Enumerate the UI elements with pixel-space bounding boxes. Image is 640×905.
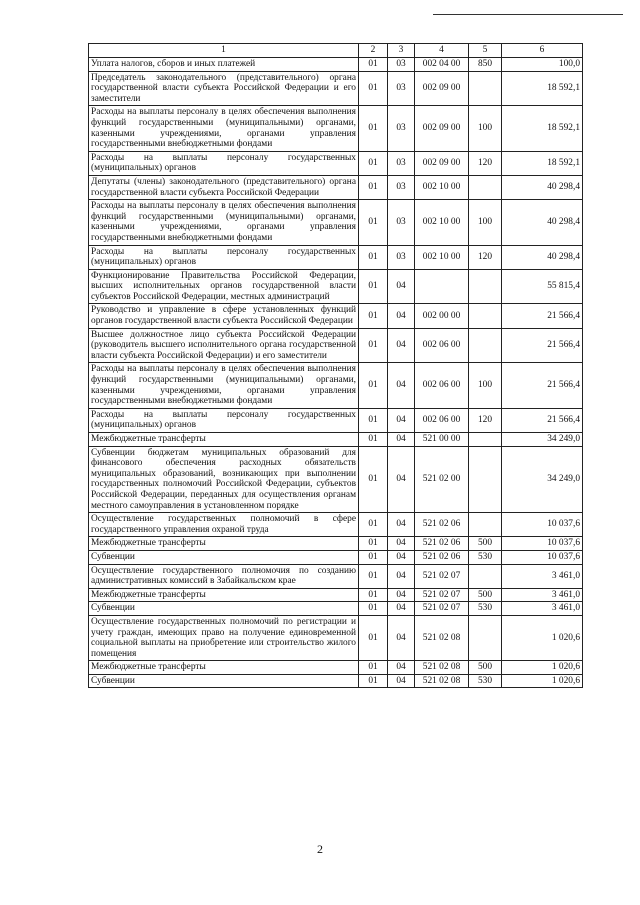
table-row <box>89 151 583 175</box>
table-row <box>89 564 583 588</box>
table-row <box>89 408 583 432</box>
cell-amount: 10 037,6 <box>502 513 583 537</box>
cell-name: Субвенции <box>89 550 359 564</box>
cell-subsection: 03 <box>388 200 415 245</box>
cell-section: 01 <box>359 71 388 106</box>
cell-target-article: 521 02 06 <box>415 537 469 551</box>
cell-amount: 1 020,6 <box>502 661 583 675</box>
cell-target-article: 521 02 08 <box>415 674 469 688</box>
cell-section: 01 <box>359 58 388 72</box>
header-cell-target-article: 4 <box>415 44 469 58</box>
table-row <box>89 661 583 675</box>
cell-expense-type <box>469 328 502 363</box>
header-cell-subsection: 3 <box>388 44 415 58</box>
cell-expense-type: 500 <box>469 588 502 602</box>
cell-section: 01 <box>359 661 388 675</box>
cell-amount: 40 298,4 <box>502 245 583 269</box>
cell-name: Функционирование Правительства Российской Федерации, высших исполнительных органов государственной власти субъектов Российской Федерации, местных администраций <box>89 269 359 304</box>
table-header-row <box>89 44 583 58</box>
cell-target-article: 521 02 07 <box>415 588 469 602</box>
cell-expense-type: 120 <box>469 408 502 432</box>
table-row <box>89 615 583 660</box>
cell-target-article: 002 06 00 <box>415 408 469 432</box>
cell-expense-type <box>469 513 502 537</box>
cell-section: 01 <box>359 269 388 304</box>
cell-amount: 40 298,4 <box>502 175 583 199</box>
cell-amount: 18 592,1 <box>502 71 583 106</box>
cell-section: 01 <box>359 304 388 328</box>
cell-name: Депутаты (члены) законодательного (представительного) органа государственной власти субъекта Российской Федерации <box>89 175 359 199</box>
table-row <box>89 200 583 245</box>
cell-section: 01 <box>359 106 388 151</box>
cell-subsection: 04 <box>388 304 415 328</box>
cell-target-article: 521 02 08 <box>415 661 469 675</box>
cell-name: Расходы на выплаты персоналу в целях обеспечения выполнения функций государственными (муниципальными) органами, казенными учреждениями, органами управления государственными внебюджетными фондами <box>89 106 359 151</box>
table-row <box>89 513 583 537</box>
header-cell-expense-type: 5 <box>469 44 502 58</box>
cell-target-article <box>415 269 469 304</box>
table-row <box>89 674 583 688</box>
table-body <box>89 58 583 688</box>
cell-name: Расходы на выплаты персоналу в целях обеспечения выполнения функций государственными (муниципальными) органами, казенными учреждениями, органами управления государственными внебюджетными фондами <box>89 363 359 408</box>
cell-expense-type: 120 <box>469 245 502 269</box>
cell-amount: 10 037,6 <box>502 537 583 551</box>
cell-expense-type: 100 <box>469 200 502 245</box>
header-cell-amount: 6 <box>502 44 583 58</box>
cell-amount: 1 020,6 <box>502 615 583 660</box>
cell-target-article: 521 02 06 <box>415 550 469 564</box>
table-row <box>89 433 583 447</box>
table-row <box>89 175 583 199</box>
cell-target-article: 521 00 00 <box>415 433 469 447</box>
cell-name: Межбюджетные трансферты <box>89 433 359 447</box>
cell-subsection: 04 <box>388 446 415 513</box>
cell-subsection: 04 <box>388 602 415 616</box>
cell-name: Руководство и управление в сфере установленных функций органов государственной власти субъекта Российской Федерации <box>89 304 359 328</box>
cell-subsection: 03 <box>388 175 415 199</box>
cell-expense-type: 500 <box>469 661 502 675</box>
cell-amount: 34 249,0 <box>502 433 583 447</box>
cell-expense-type <box>469 446 502 513</box>
cell-target-article: 002 10 00 <box>415 200 469 245</box>
table-row <box>89 363 583 408</box>
cell-subsection: 04 <box>388 661 415 675</box>
cell-amount: 10 037,6 <box>502 550 583 564</box>
cell-subsection: 03 <box>388 106 415 151</box>
cell-target-article: 521 02 07 <box>415 602 469 616</box>
cell-expense-type: 500 <box>469 537 502 551</box>
cell-target-article: 002 06 00 <box>415 328 469 363</box>
cell-target-article: 002 00 00 <box>415 304 469 328</box>
cell-subsection: 04 <box>388 513 415 537</box>
cell-section: 01 <box>359 513 388 537</box>
cell-subsection: 03 <box>388 245 415 269</box>
cell-name: Уплата налогов, сборов и иных платежей <box>89 58 359 72</box>
cell-subsection: 04 <box>388 674 415 688</box>
cell-target-article: 521 02 08 <box>415 615 469 660</box>
page-number: 2 <box>317 842 323 856</box>
cell-subsection: 03 <box>388 151 415 175</box>
cell-section: 01 <box>359 588 388 602</box>
cell-amount: 100,0 <box>502 58 583 72</box>
cell-name: Осуществление государственных полномочий по регистрации и учету граждан, имеющих право на получение единовременной социальной выплаты на приобретение или строительство жилого помещения <box>89 615 359 660</box>
cell-section: 01 <box>359 615 388 660</box>
cell-name: Субвенции бюджетам муниципальных образований для финансового обеспечения расходных обязательств муниципальных образований, возникающих при выполнении государственных полномочий Российской Федерации, субъектов Российской Федерации, переданных для осуществления органам местного самоуправления в установленном порядке <box>89 446 359 513</box>
table-row <box>89 446 583 513</box>
cell-name: Расходы на выплаты персоналу государственных (муниципальных) органов <box>89 408 359 432</box>
cell-section: 01 <box>359 151 388 175</box>
cell-expense-type: 530 <box>469 550 502 564</box>
table-row <box>89 328 583 363</box>
cell-amount: 34 249,0 <box>502 446 583 513</box>
cell-expense-type: 120 <box>469 151 502 175</box>
cell-expense-type <box>469 615 502 660</box>
cell-section: 01 <box>359 537 388 551</box>
cell-amount: 18 592,1 <box>502 106 583 151</box>
header-cell-section: 2 <box>359 44 388 58</box>
table-row <box>89 58 583 72</box>
cell-name: Расходы на выплаты персоналу государственных (муниципальных) органов <box>89 151 359 175</box>
cell-subsection: 04 <box>388 433 415 447</box>
cell-subsection: 04 <box>388 564 415 588</box>
cell-amount: 1 020,6 <box>502 674 583 688</box>
cell-target-article: 521 02 00 <box>415 446 469 513</box>
cell-expense-type: 100 <box>469 106 502 151</box>
cell-name: Субвенции <box>89 602 359 616</box>
cell-target-article: 002 10 00 <box>415 175 469 199</box>
cell-name: Расходы на выплаты персоналу государственных (муниципальных) органов <box>89 245 359 269</box>
cell-subsection: 03 <box>388 71 415 106</box>
cell-section: 01 <box>359 175 388 199</box>
cell-section: 01 <box>359 674 388 688</box>
cell-expense-type <box>469 564 502 588</box>
cell-section: 01 <box>359 408 388 432</box>
cell-target-article: 002 06 00 <box>415 363 469 408</box>
cell-name: Межбюджетные трансферты <box>89 537 359 551</box>
cell-subsection: 04 <box>388 615 415 660</box>
cell-amount: 21 566,4 <box>502 328 583 363</box>
cell-subsection: 04 <box>388 328 415 363</box>
cell-amount: 3 461,0 <box>502 564 583 588</box>
cell-expense-type <box>469 175 502 199</box>
cell-subsection: 04 <box>388 588 415 602</box>
cell-target-article: 521 02 07 <box>415 564 469 588</box>
table-row <box>89 550 583 564</box>
table-row <box>89 106 583 151</box>
cell-name: Высшее должностное лицо субъекта Российской Федерации (руководитель высшего исполнительного органа государственной власти субъекта Российской Федерации) и его заместители <box>89 328 359 363</box>
cell-subsection: 04 <box>388 269 415 304</box>
cell-section: 01 <box>359 446 388 513</box>
cell-subsection: 04 <box>388 408 415 432</box>
cell-target-article: 002 09 00 <box>415 106 469 151</box>
top-rule <box>433 14 623 15</box>
cell-target-article: 002 09 00 <box>415 151 469 175</box>
table-row <box>89 602 583 616</box>
header-cell-name: 1 <box>89 44 359 58</box>
table-row <box>89 269 583 304</box>
cell-name: Межбюджетные трансферты <box>89 661 359 675</box>
cell-section: 01 <box>359 245 388 269</box>
table-row <box>89 71 583 106</box>
cell-expense-type: 100 <box>469 363 502 408</box>
cell-target-article: 002 09 00 <box>415 71 469 106</box>
cell-section: 01 <box>359 433 388 447</box>
table-row <box>89 245 583 269</box>
cell-target-article: 002 10 00 <box>415 245 469 269</box>
cell-expense-type <box>469 433 502 447</box>
cell-target-article: 521 02 06 <box>415 513 469 537</box>
cell-expense-type <box>469 71 502 106</box>
cell-amount: 40 298,4 <box>502 200 583 245</box>
cell-expense-type <box>469 269 502 304</box>
table-row <box>89 537 583 551</box>
cell-name: Осуществление государственного полномочия по созданию административных комиссий в Забайкальском крае <box>89 564 359 588</box>
cell-name: Осуществление государственных полномочий в сфере государственного управления охраной труда <box>89 513 359 537</box>
cell-amount: 3 461,0 <box>502 602 583 616</box>
cell-amount: 21 566,4 <box>502 408 583 432</box>
cell-expense-type: 850 <box>469 58 502 72</box>
cell-expense-type: 530 <box>469 674 502 688</box>
cell-amount: 55 815,4 <box>502 269 583 304</box>
budget-table <box>88 43 583 688</box>
cell-subsection: 04 <box>388 363 415 408</box>
cell-section: 01 <box>359 363 388 408</box>
cell-subsection: 04 <box>388 537 415 551</box>
cell-amount: 18 592,1 <box>502 151 583 175</box>
cell-subsection: 04 <box>388 550 415 564</box>
cell-expense-type <box>469 304 502 328</box>
table-row <box>89 304 583 328</box>
cell-section: 01 <box>359 200 388 245</box>
cell-target-article: 002 04 00 <box>415 58 469 72</box>
cell-section: 01 <box>359 602 388 616</box>
cell-name: Субвенции <box>89 674 359 688</box>
cell-section: 01 <box>359 328 388 363</box>
cell-amount: 3 461,0 <box>502 588 583 602</box>
cell-amount: 21 566,4 <box>502 304 583 328</box>
table-row <box>89 588 583 602</box>
cell-name: Межбюджетные трансферты <box>89 588 359 602</box>
cell-name: Председатель законодательного (представительного) органа государственной власти субъекта Российской Федерации и его заместители <box>89 71 359 106</box>
cell-name: Расходы на выплаты персоналу в целях обеспечения выполнения функций государственными (муниципальными) органами, казенными учреждениями, органами управления государственными внебюджетными фондами <box>89 200 359 245</box>
cell-section: 01 <box>359 564 388 588</box>
cell-section: 01 <box>359 550 388 564</box>
cell-subsection: 03 <box>388 58 415 72</box>
cell-expense-type: 530 <box>469 602 502 616</box>
cell-amount: 21 566,4 <box>502 363 583 408</box>
